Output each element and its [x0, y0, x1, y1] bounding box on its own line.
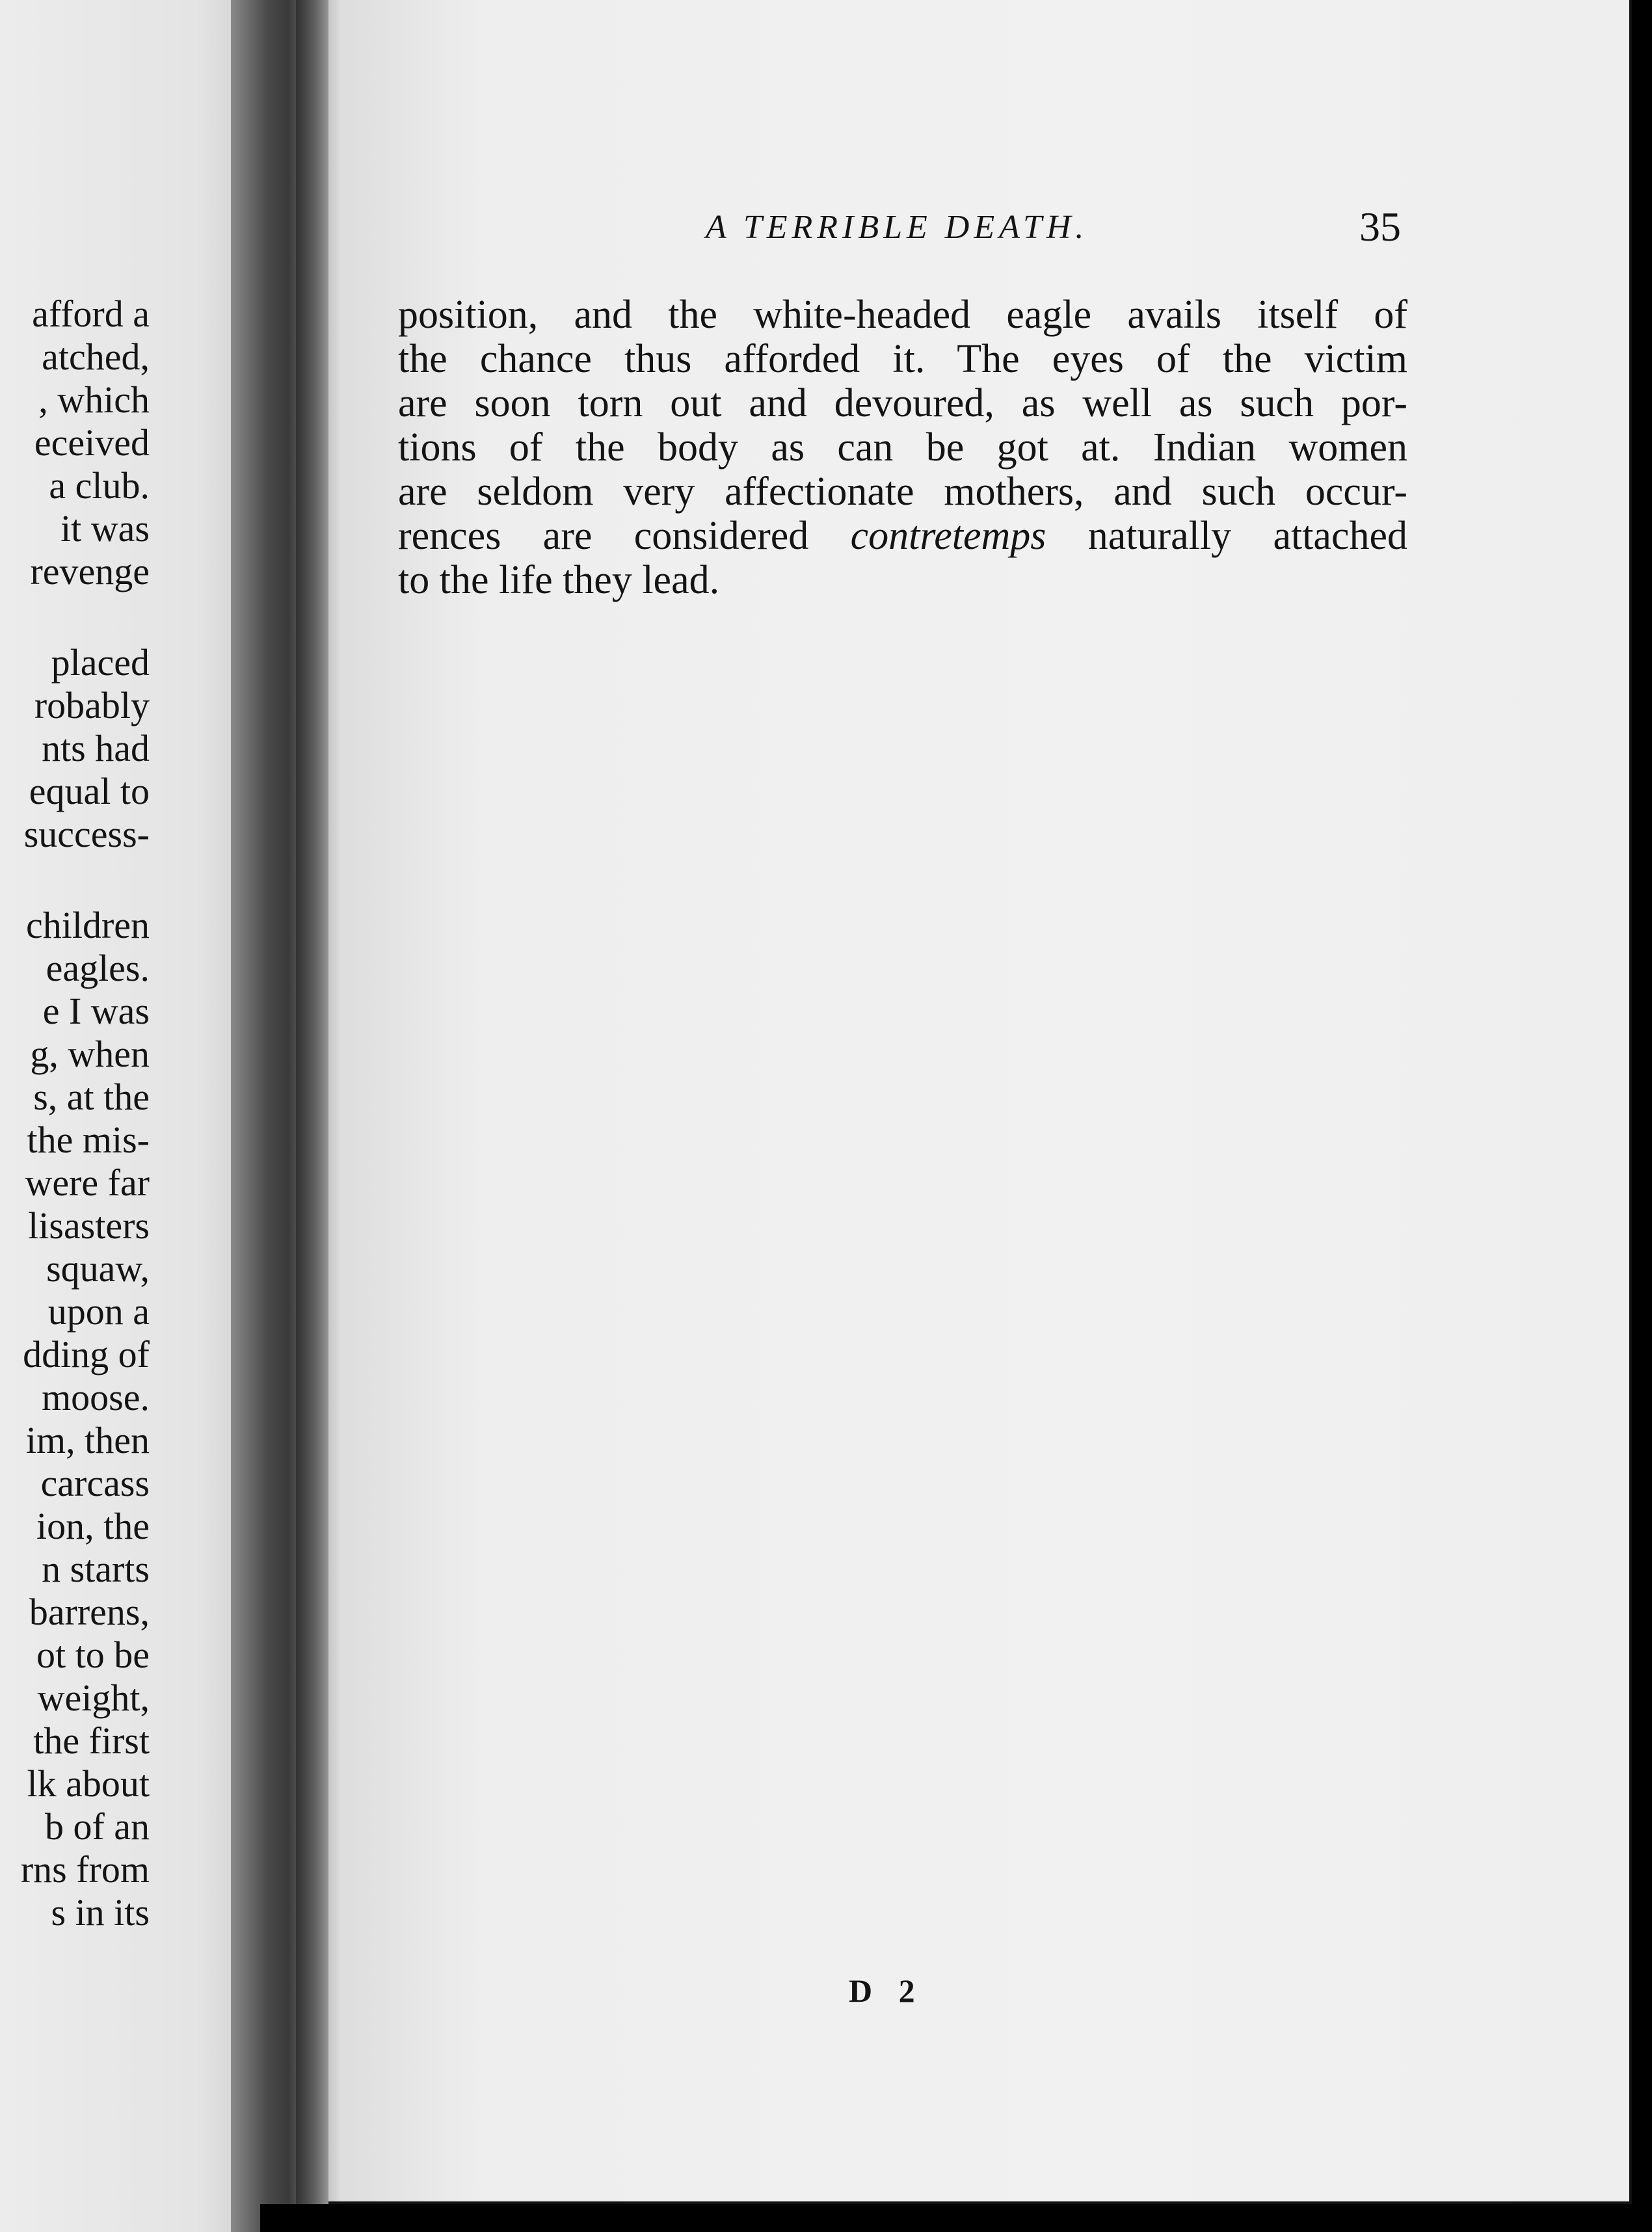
facing-page-line: rns from [20, 1848, 150, 1891]
facing-page-line: ot to be [36, 1634, 150, 1676]
page-number: 35 [1359, 204, 1401, 250]
facing-page [0, 0, 260, 2232]
facing-page-line: im, then [25, 1419, 150, 1461]
running-head: A TERRIBLE DEATH. [706, 209, 1089, 246]
facing-page-line: placed [51, 641, 150, 684]
body-line: are seldom very affectionate mothers, and such occur- [398, 470, 1407, 514]
body-paragraph [398, 293, 1407, 602]
facing-page-line: children [25, 904, 150, 946]
facing-page-line: equal to [29, 770, 150, 812]
facing-page-line: atched, [42, 336, 150, 378]
facing-page-line: dding of [23, 1333, 150, 1375]
facing-page-line: were far [25, 1162, 150, 1204]
facing-page-line: a club. [49, 464, 150, 507]
facing-page-line: , which [38, 379, 150, 421]
gutter-shadow [296, 0, 341, 2232]
body-text-run: naturally attached [1046, 514, 1407, 558]
facing-page-line: lisasters [28, 1204, 150, 1247]
facing-page-line: barrens, [29, 1591, 150, 1633]
facing-page-line: e I was [42, 990, 150, 1032]
facing-page-line: it was [60, 507, 150, 550]
facing-page-line: weight, [37, 1677, 150, 1719]
body-line-with-italic [398, 514, 1407, 558]
facing-page-line: afford a [32, 293, 150, 335]
facing-page-line: s in its [51, 1891, 150, 1933]
body-line: are soon torn out and devoured, as well as such por- [398, 381, 1407, 425]
facing-page-line: carcass [40, 1462, 150, 1504]
facing-page-line: s, at the [33, 1076, 150, 1118]
facing-page-line: the first [33, 1720, 150, 1762]
facing-page-line: success- [23, 813, 150, 855]
facing-page-line: upon a [47, 1290, 150, 1333]
body-line: tions of the body as can be got at. Indian women [398, 425, 1407, 470]
facing-page-line: nts had [42, 727, 150, 769]
facing-page-line: lk about [27, 1762, 150, 1805]
signature-mark: D 2 [849, 1973, 924, 2009]
facing-page-line: ion, the [36, 1505, 150, 1547]
facing-page-line: robably [34, 684, 150, 726]
body-last-line: to the life they lead. [398, 558, 720, 602]
facing-page-line: eceived [34, 421, 150, 464]
facing-page-line: squaw, [46, 1247, 150, 1290]
facing-page-line: g, when [30, 1033, 150, 1075]
facing-page-line: the mis- [27, 1119, 150, 1161]
italic-term: contretemps [850, 514, 1046, 558]
facing-page-line: revenge [30, 550, 150, 592]
facing-page-line: b of an [44, 1805, 150, 1848]
facing-page-line: n starts [42, 1548, 150, 1590]
scan-border [260, 2204, 1652, 2232]
facing-page-line: eagles. [46, 947, 150, 989]
body-line: the chance thus afforded it. The eyes of the victim [398, 337, 1407, 381]
body-text-run: rences are considered [398, 514, 851, 558]
body-line: position, and the white-headed eagle avails itself of [398, 293, 1407, 337]
facing-page-line: moose. [42, 1376, 150, 1418]
